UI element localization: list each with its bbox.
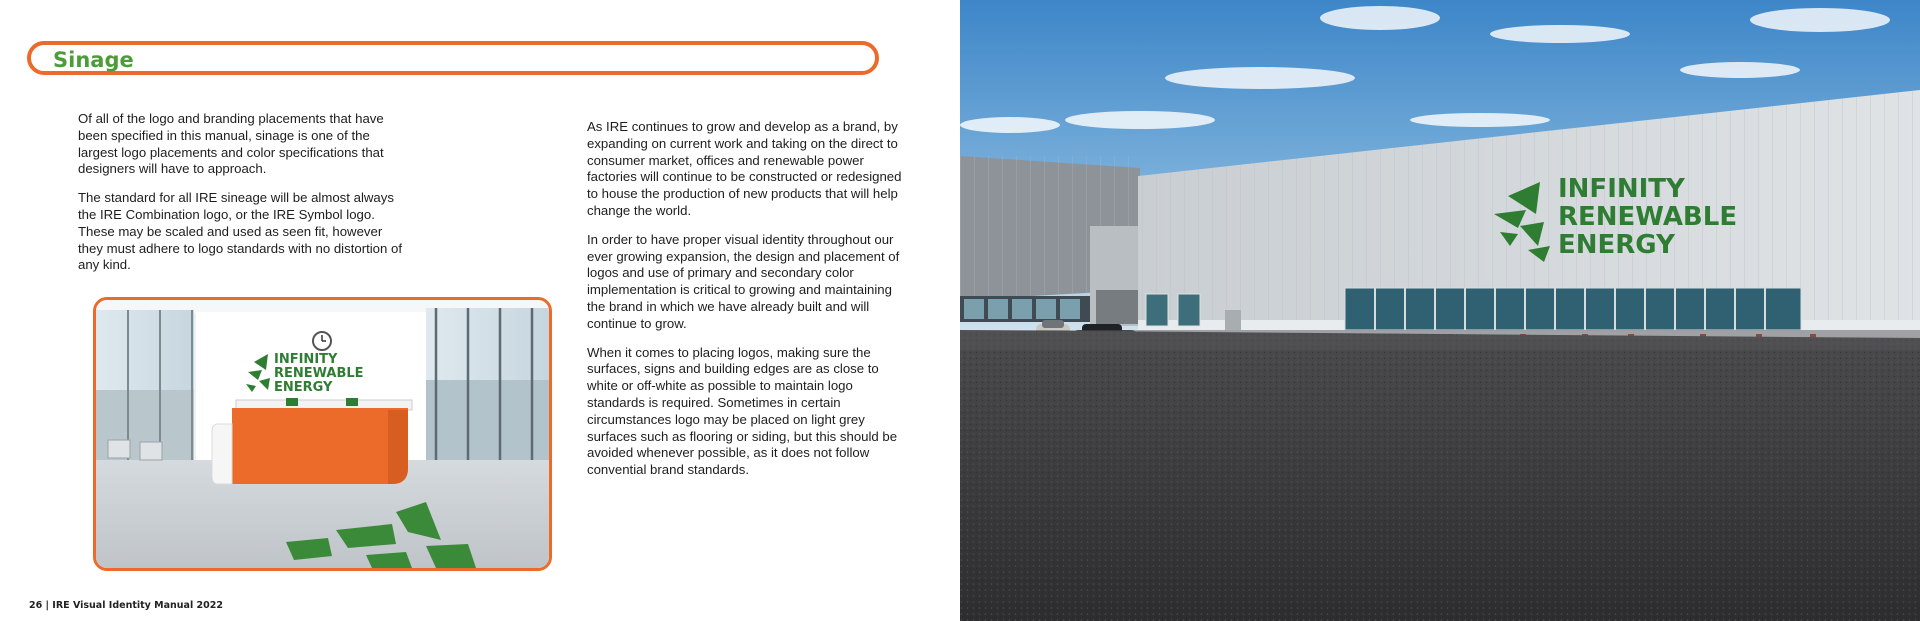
page-footer: 26 | IRE Visual Identity Manual 2022 [29, 600, 223, 611]
page-title: Sinage [53, 48, 134, 72]
building-logo-line: RENEWABLE [1558, 202, 1738, 232]
building-photo [960, 0, 1920, 621]
reception-logo-line: RENEWABLE [274, 366, 364, 381]
section-title-bar [27, 41, 879, 75]
text-column-left [78, 111, 408, 286]
paragraph: In order to have proper visual identity throughout our ever growing expansion, the design and placement of logos and use of primary and secondary color implementation is critical to growing and maintaining the brand in which we have already built and will continue to grow. [587, 231, 900, 331]
reception-illustration [96, 300, 549, 568]
building-illustration [960, 0, 1920, 621]
paragraph: As IRE continues to grow and develop as a brand, by expanding on current work and taking on the direct to consumer market, offices and renewable power factories will continue to be constructed or redesigned to house the production of new products that will help change the world. [587, 119, 902, 218]
reception-logo-line: ENERGY [274, 380, 333, 395]
building-logo-line: INFINITY [1558, 174, 1685, 204]
reception-logo-line: INFINITY [274, 352, 338, 367]
paragraph: The standard for all IRE sineage will be almost always the IRE Combination logo, or the IRE Symbol logo. These may be scaled and used as seen fit, however they must adhere to logo standards with no distortion of any kind. [78, 190, 403, 273]
reception-photo [93, 297, 552, 571]
text-column-right [587, 119, 909, 491]
building-logo-line: ENERGY [1558, 230, 1675, 260]
paragraph: Of all of the logo and branding placements that have been specified in this manual, sinage is one of the largest logo placements and color specifications that designers will have to approach. [78, 111, 384, 177]
paragraph: When it comes to placing logos, making sure the surfaces, signs and building edges are as close to white or off-white as possible to maintain logo standards is required. Sometimes in certain circumstances logo may be placed on light grey surfaces such as flooring or siding, but this should be avoided whenever possible, as it does not follow convential brand standards. [587, 344, 898, 478]
